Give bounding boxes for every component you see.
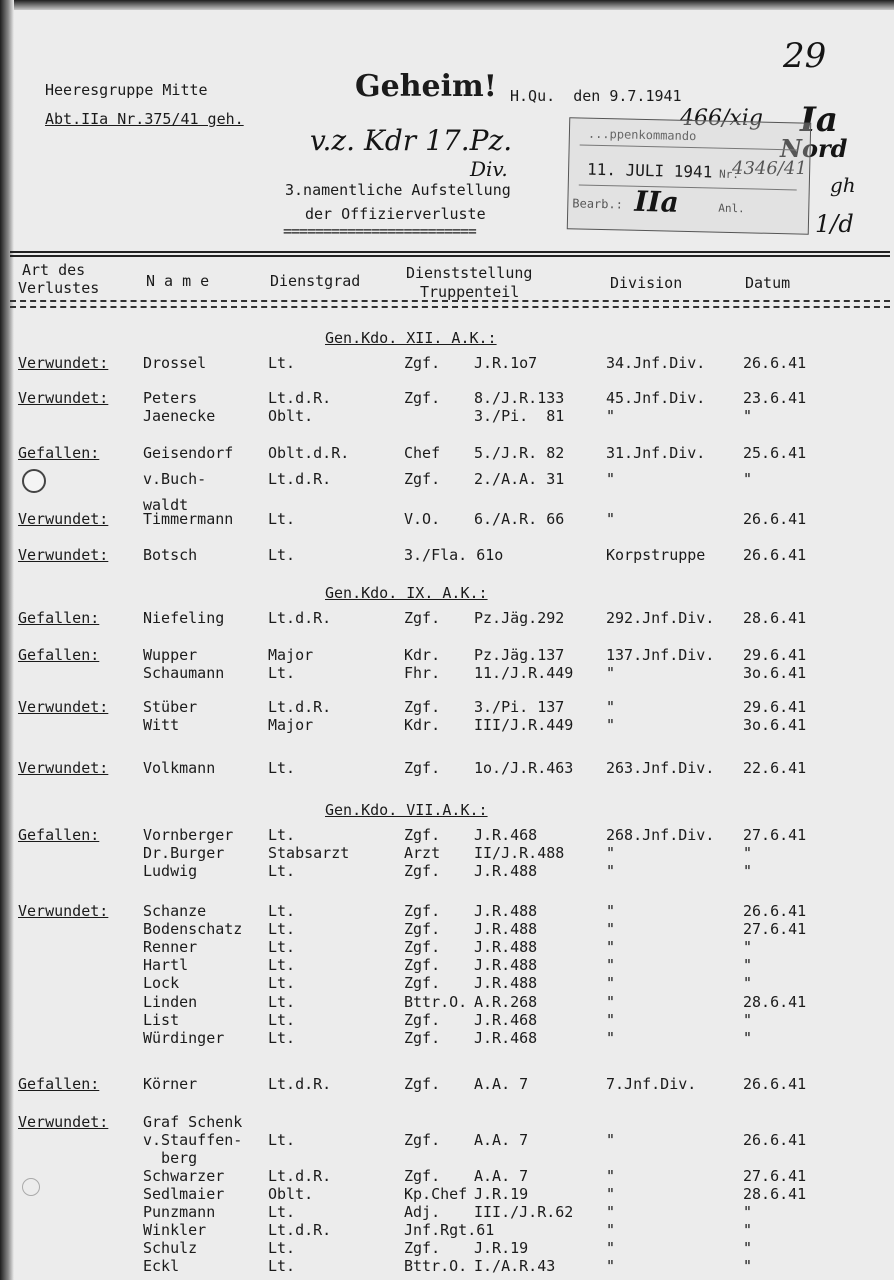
officer-division: " [606,974,616,992]
officer-division: " [606,844,616,862]
officer-unit: A.A. 7 [474,1075,529,1093]
officer-division: " [606,862,616,880]
loss-date: " [743,1239,753,1257]
officer-name: Dr.Burger [143,844,225,862]
officer-division: 45.Jnf.Div. [606,389,706,407]
officer-rank: Oblt.d.R. [268,444,350,462]
officer-rank: Lt. [268,956,296,974]
section-heading: Gen.Kdo. VII.A.K.: [325,801,488,819]
officer-name: Geisendorf [143,444,234,462]
officer-unit: I./A.R.43 [474,1257,556,1275]
officer-name: Peters [143,389,198,407]
loss-date: 3o.6.41 [743,664,807,682]
officer-post: Zgf. [404,938,441,956]
officer-name: Wupper [143,646,198,664]
officer-rank: Stabsarzt [268,844,350,862]
officer-rank: Lt. [268,826,296,844]
loss-date: 26.6.41 [743,1131,807,1149]
officer-unit: 3./Pi. 137 [474,698,565,716]
officer-unit: J.R.488 [474,920,538,938]
officer-name: Graf Schenk [143,1113,243,1131]
col-header-date: Datum [745,274,791,292]
officer-rank: Lt.d.R. [268,698,332,716]
officer-division: 263.Jnf.Div. [606,759,715,777]
officer-name: Timmermann [143,510,234,528]
handwritten-reference: 466/xig [680,106,763,131]
officer-division: 34.Jnf.Div. [606,354,706,372]
loss-date: 29.6.41 [743,698,807,716]
officer-division: " [606,1203,616,1221]
loss-date: " [743,862,753,880]
officer-division: " [606,1185,616,1203]
loss-date: 25.6.41 [743,444,807,462]
officer-post: Zgf. [404,1239,441,1257]
officer-post: Zgf. [404,1075,441,1093]
loss-type: Verwundet: [18,354,109,372]
officer-rank: Lt. [268,1011,296,1029]
loss-date: " [743,844,753,862]
col-header-art-2: Verlustes [18,279,100,297]
loss-date: 28.6.41 [743,993,807,1011]
officer-rank: Lt.d.R. [268,470,332,488]
classification-heading: Geheim! [355,69,497,104]
officer-post: Zgf. [404,759,441,777]
officer-division: " [606,407,616,425]
officer-name: Witt [143,716,180,734]
officer-rank: Major [268,646,314,664]
handwritten-ia: Ia [800,100,838,140]
officer-rank: Lt.d.R. [268,1075,332,1093]
received-stamp [567,117,811,234]
officer-post: Zgf. [404,974,441,992]
loss-type: Verwundet: [18,510,109,528]
stamp-bearb-value: IIa [634,184,680,219]
officer-unit: A.A. 7 [474,1131,529,1149]
table-top-rule [10,251,890,257]
loss-date: 26.6.41 [743,1075,807,1093]
officer-name: Drossel [143,354,207,372]
officer-unit: III/J.R.449 [474,716,574,734]
officer-rank: Lt. [268,993,296,1011]
officer-rank: Lt. [268,546,296,564]
officer-unit: J.R.19 [474,1239,529,1257]
stamp-rule-1 [580,145,798,151]
officer-post: Zgf. [404,902,441,920]
loss-type: Verwundet: [18,759,109,777]
officer-name: Würdinger [143,1029,225,1047]
officer-name: List [143,1011,180,1029]
officer-rank: Lt. [268,1257,296,1275]
loss-date: " [743,470,753,488]
loss-date: 22.6.41 [743,759,807,777]
officer-name: Punzmann [143,1203,216,1221]
loss-date: " [743,407,753,425]
loss-type: Gefallen: [18,1075,100,1093]
officer-post: Kp.Chef [404,1185,468,1203]
officer-unit: 2./A.A. 31 [474,470,565,488]
officer-post: Zgf. [404,354,441,372]
loss-date: " [743,1203,753,1221]
officer-rank: Lt.d.R. [268,389,332,407]
loss-type: Gefallen: [18,444,100,462]
title-line-1: 3.namentliche Aufstellung [285,181,511,199]
officer-division: " [606,1221,616,1239]
loss-date: 27.6.41 [743,1167,807,1185]
officer-name: Lock [143,974,180,992]
officer-post: Jnf.Rgt.61 [404,1221,495,1239]
officer-unit: III./J.R.62 [474,1203,574,1221]
officer-rank: Lt. [268,510,296,528]
scan-edge-top [0,0,894,10]
handwritten-routing: v.z. Kdr 17.Pz. [310,124,513,157]
officer-name: Winkler [143,1221,207,1239]
officer-name: Körner [143,1075,198,1093]
stamp-anl-label: Anl. [718,201,745,216]
loss-type: Gefallen: [18,826,100,844]
officer-unit: 6./A.R. 66 [474,510,565,528]
loss-date: " [743,956,753,974]
loss-type: Verwundet: [18,1113,109,1131]
officer-rank: Oblt. [268,407,314,425]
col-header-division: Division [610,274,683,292]
officer-unit: J.R.488 [474,956,538,974]
loss-date: 27.6.41 [743,920,807,938]
officer-post: Zgf. [404,862,441,880]
officer-name: Vornberger [143,826,234,844]
officer-name: Schwarzer [143,1167,225,1185]
officer-rank: Oblt. [268,1185,314,1203]
officer-name: v.Stauffen- [143,1131,243,1149]
officer-rank: Lt. [268,354,296,372]
stamp-bearb-label: Bearb.: [572,196,624,212]
officer-post: Zgf. [404,389,441,407]
officer-division: " [606,1167,616,1185]
col-header-art: Art des [22,261,86,279]
stamp-no-label: Nr. [718,167,740,182]
loss-date: " [743,974,753,992]
officer-unit: 8./J.R.133 [474,389,565,407]
officer-post: Fhr. [404,664,441,682]
officer-unit: J.R.488 [474,974,538,992]
officer-post: V.O. [404,510,441,528]
officer-division: " [606,1029,616,1047]
officer-name: Schaumann [143,664,225,682]
officer-name: waldt [143,496,189,514]
officer-division: Korpstruppe [606,546,706,564]
handwritten-number: 4346/41 [732,158,807,179]
loss-date: 26.6.41 [743,354,807,372]
officer-unit: Pz.Jäg.137 [474,646,565,664]
officer-unit: A.A. 7 [474,1167,529,1185]
officer-name: Stüber [143,698,198,716]
loss-type: Verwundet: [18,698,109,716]
officer-rank: Lt. [268,759,296,777]
officer-name: Schanze [143,902,207,920]
officer-division: " [606,938,616,956]
officer-unit: J.R.488 [474,902,538,920]
handwritten-page-number: 29 [783,36,827,76]
officer-unit: 5./J.R. 82 [474,444,565,462]
loss-date: 29.6.41 [743,646,807,664]
officer-name: Botsch [143,546,198,564]
officer-division: " [606,920,616,938]
officer-unit: A.R.268 [474,993,538,1011]
officer-rank: Lt. [268,1239,296,1257]
loss-type: Verwundet: [18,546,109,564]
officer-unit: 3./Pi. 81 [474,407,565,425]
officer-unit: Pz.Jäg.292 [474,609,565,627]
officer-unit: J.R.488 [474,862,538,880]
officer-unit: J.R.468 [474,1029,538,1047]
officer-division: 268.Jnf.Div. [606,826,715,844]
col-header-rank: Dienstgrad [270,272,361,290]
stamp-line1: ...ppenkommando [587,126,697,144]
loss-date: 27.6.41 [743,826,807,844]
officer-post: Zgf. [404,698,441,716]
officer-post: Kdr. [404,716,441,734]
officer-name: Linden [143,993,198,1011]
loss-date: 26.6.41 [743,546,807,564]
officer-rank: Lt.d.R. [268,1221,332,1239]
loss-date: " [743,1221,753,1239]
officer-rank: Lt.d.R. [268,609,332,627]
officer-unit: J.R.468 [474,826,538,844]
loss-date: 28.6.41 [743,609,807,627]
officer-name: berg [143,1149,198,1167]
org-name: Heeresgruppe Mitte [45,81,208,99]
officer-post: Arzt [404,844,441,862]
stamp-rule-2 [579,185,797,191]
table-header-rule-2 [10,306,890,308]
officer-division: " [606,1011,616,1029]
officer-post: Bttr.O. [404,1257,468,1275]
officer-name: Hartl [143,956,189,974]
officer-division: 7.Jnf.Div. [606,1075,697,1093]
punch-hole-2 [22,1178,40,1196]
officer-post: Zgf. [404,470,441,488]
officer-post: Zgf. [404,1029,441,1047]
handwritten-nord: Nord [780,134,848,163]
officer-post: 3./Fla. 61o [404,546,504,564]
loss-date: 26.6.41 [743,510,807,528]
officer-post: Zgf. [404,1131,441,1149]
loss-date: " [743,1257,753,1275]
officer-name: Schulz [143,1239,198,1257]
officer-unit: J.R.468 [474,1011,538,1029]
scan-edge-left [0,0,14,1280]
officer-name: Niefeling [143,609,225,627]
officer-post: Zgf. [404,956,441,974]
officer-division: 292.Jnf.Div. [606,609,715,627]
col-header-unit: Truppenteil [420,283,520,301]
officer-rank: Lt. [268,862,296,880]
officer-division: " [606,698,616,716]
officer-unit: J.R.19 [474,1185,529,1203]
punch-hole [22,469,46,493]
officer-post: Adj. [404,1203,441,1221]
loss-type: Verwundet: [18,389,109,407]
officer-name: Renner [143,938,198,956]
section-heading: Gen.Kdo. IX. A.K.: [325,584,488,602]
officer-division: " [606,470,616,488]
officer-unit: J.R.488 [474,938,538,956]
loss-date: " [743,1011,753,1029]
officer-division: " [606,993,616,1011]
hq-date: H.Qu. den 9.7.1941 [510,87,682,105]
officer-name: Bodenschatz [143,920,243,938]
loss-type: Gefallen: [18,646,100,664]
officer-division: " [606,664,616,682]
officer-division: " [606,510,616,528]
officer-rank: Lt. [268,920,296,938]
officer-unit: 1o./J.R.463 [474,759,574,777]
handwritten-d: 1/d [815,210,854,238]
loss-date: " [743,1029,753,1047]
officer-post: Zgf. [404,826,441,844]
officer-division: 137.Jnf.Div. [606,646,715,664]
title-underline: ======================== [283,222,476,240]
stamp-date: 11. JULI 1941 [586,159,713,182]
officer-post: Bttr.O. [404,993,468,1011]
officer-rank: Lt. [268,1029,296,1047]
handwritten-routing-2: Div. [470,157,508,181]
officer-post: Zgf. [404,1167,441,1185]
officer-post: Zgf. [404,609,441,627]
col-header-post: Dienststellung [406,264,533,282]
officer-name: Eckl [143,1257,180,1275]
officer-rank: Lt. [268,1203,296,1221]
officer-rank: Lt. [268,664,296,682]
officer-name: Sedlmaier [143,1185,225,1203]
section-heading: Gen.Kdo. XII. A.K.: [325,329,497,347]
officer-division: " [606,1239,616,1257]
loss-date: 23.6.41 [743,389,807,407]
officer-post: Kdr. [404,646,441,664]
loss-type: Gefallen: [18,609,100,627]
title-line-2: der Offizierverluste [305,205,486,223]
officer-post: Zgf. [404,920,441,938]
officer-rank: Lt. [268,1131,296,1149]
officer-division: " [606,956,616,974]
officer-rank: Lt. [268,902,296,920]
officer-division: " [606,1131,616,1149]
officer-name: Ludwig [143,862,198,880]
officer-unit: II/J.R.488 [474,844,565,862]
officer-division: " [606,716,616,734]
handwritten-initials: gh [830,173,856,197]
officer-unit: 11./J.R.449 [474,664,574,682]
loss-date: " [743,938,753,956]
loss-date: 26.6.41 [743,902,807,920]
col-header-name: N a m e [146,272,210,290]
officer-rank: Major [268,716,314,734]
officer-division: 31.Jnf.Div. [606,444,706,462]
file-number: Abt.IIa Nr.375/41 geh. [45,110,244,128]
loss-type: Verwundet: [18,902,109,920]
officer-unit: J.R.1o7 [474,354,538,372]
officer-post: Chef [404,444,441,462]
officer-name: Volkmann [143,759,216,777]
officer-division: " [606,1257,616,1275]
officer-rank: Lt. [268,938,296,956]
officer-rank: Lt.d.R. [268,1167,332,1185]
officer-division: " [606,902,616,920]
loss-date: 28.6.41 [743,1185,807,1203]
officer-post: Zgf. [404,1011,441,1029]
officer-rank: Lt. [268,974,296,992]
loss-date: 3o.6.41 [743,716,807,734]
officer-name: v.Buch- [143,470,207,488]
officer-name: Jaenecke [143,407,216,425]
